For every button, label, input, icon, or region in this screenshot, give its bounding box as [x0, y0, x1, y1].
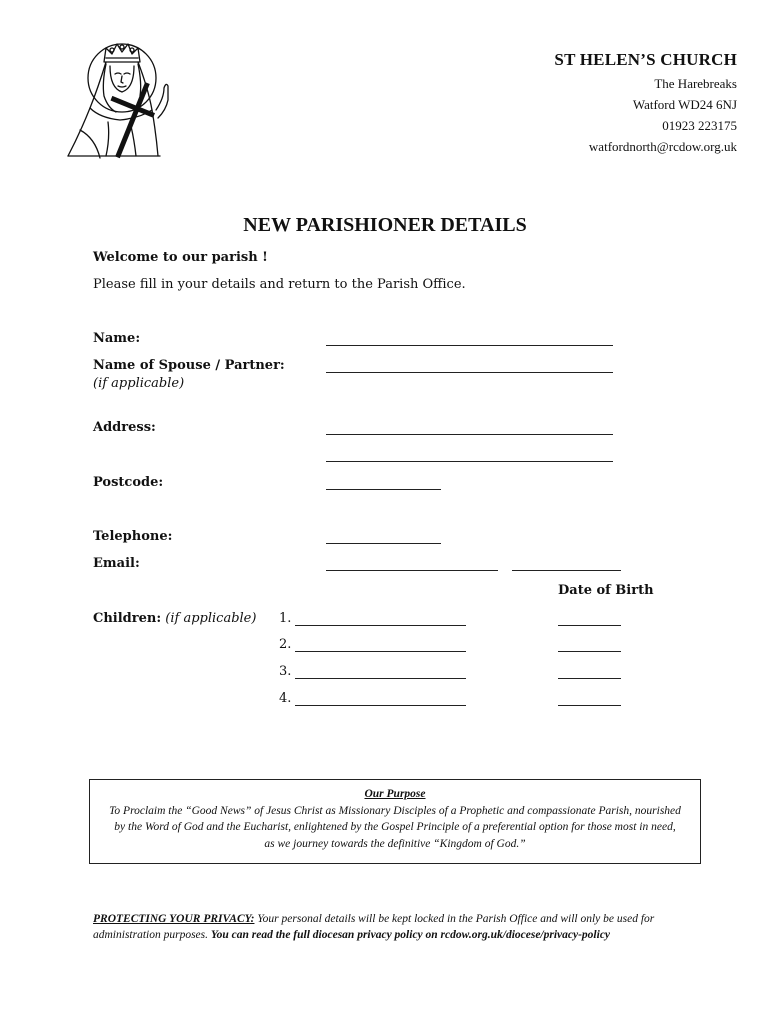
child-name-field-1[interactable]: [295, 625, 466, 626]
spouse-label: Name of Spouse / Partner:: [93, 358, 285, 373]
spouse-field[interactable]: [326, 372, 613, 373]
privacy-text: Your personal details will be kept locked in the Parish Office and will only be used for administration purposes.: [93, 913, 655, 941]
child-dob-field-4[interactable]: [558, 705, 621, 706]
children-note: (if applicable): [165, 611, 257, 626]
form-title: NEW PARISHIONER DETAILS: [243, 214, 527, 236]
church-email: watfordnorth@rcdow.org.uk: [588, 139, 737, 154]
privacy-notice: [93, 911, 683, 943]
church-address-line1: The Harebreaks: [654, 76, 737, 91]
child-name-field-4[interactable]: [295, 705, 466, 706]
church-address-line2: Watford WD24 6NJ: [632, 97, 737, 112]
welcome-text: Welcome to our parish !: [93, 250, 268, 265]
child-dob-field-3[interactable]: [558, 678, 621, 679]
child-name-field-3[interactable]: [295, 678, 466, 679]
children-label: Children:: [93, 611, 162, 626]
child-number-2: 2.: [279, 637, 292, 652]
address-label: Address:: [93, 420, 156, 435]
postcode-label: Postcode:: [93, 475, 164, 490]
purpose-text: To Proclaim the “Good News” of Jesus Christ as Missionary Disciples of a Prophetic and compassionate Parish, nourished by the Word of God and the Eucharist, enlightened by the Gospel Principle of a preferential option for those most in need, as we journey towards the definitive “Kingdom of God.”: [109, 804, 681, 850]
purpose-title: Our Purpose: [364, 788, 426, 800]
child-dob-field-1[interactable]: [558, 625, 621, 626]
name-field[interactable]: [326, 345, 613, 346]
spouse-note: (if applicable): [93, 376, 185, 391]
email-field[interactable]: [326, 570, 498, 571]
st-helen-logo: [60, 38, 180, 163]
address-field-line1[interactable]: [326, 434, 613, 435]
child-name-field-2[interactable]: [295, 651, 466, 652]
children-label-group: [93, 611, 256, 626]
child-number-1: 1.: [279, 611, 292, 626]
child-dob-field-2[interactable]: [558, 651, 621, 652]
address-field-line2[interactable]: [326, 461, 613, 462]
church-name: ST HELEN’S CHURCH: [554, 50, 737, 69]
telephone-field[interactable]: [326, 543, 441, 544]
date-of-birth-header: Date of Birth: [558, 583, 654, 598]
privacy-policy-link[interactable]: You can read the full diocesan privacy policy on rcdow.org.uk/diocese/privacy-policy: [210, 929, 611, 941]
child-number-3: 3.: [279, 664, 292, 679]
child-number-4: 4.: [279, 691, 292, 706]
name-label: Name:: [93, 331, 141, 346]
instructions-text: Please fill in your details and return to the Parish Office.: [93, 277, 466, 292]
email-label: Email:: [93, 556, 140, 571]
telephone-label: Telephone:: [93, 529, 173, 544]
privacy-heading: PROTECTING YOUR PRIVACY:: [93, 913, 255, 925]
email-field-domain[interactable]: [512, 570, 621, 571]
church-phone: 01923 223175: [662, 118, 737, 133]
purpose-box: [89, 779, 701, 864]
postcode-field[interactable]: [326, 489, 441, 490]
